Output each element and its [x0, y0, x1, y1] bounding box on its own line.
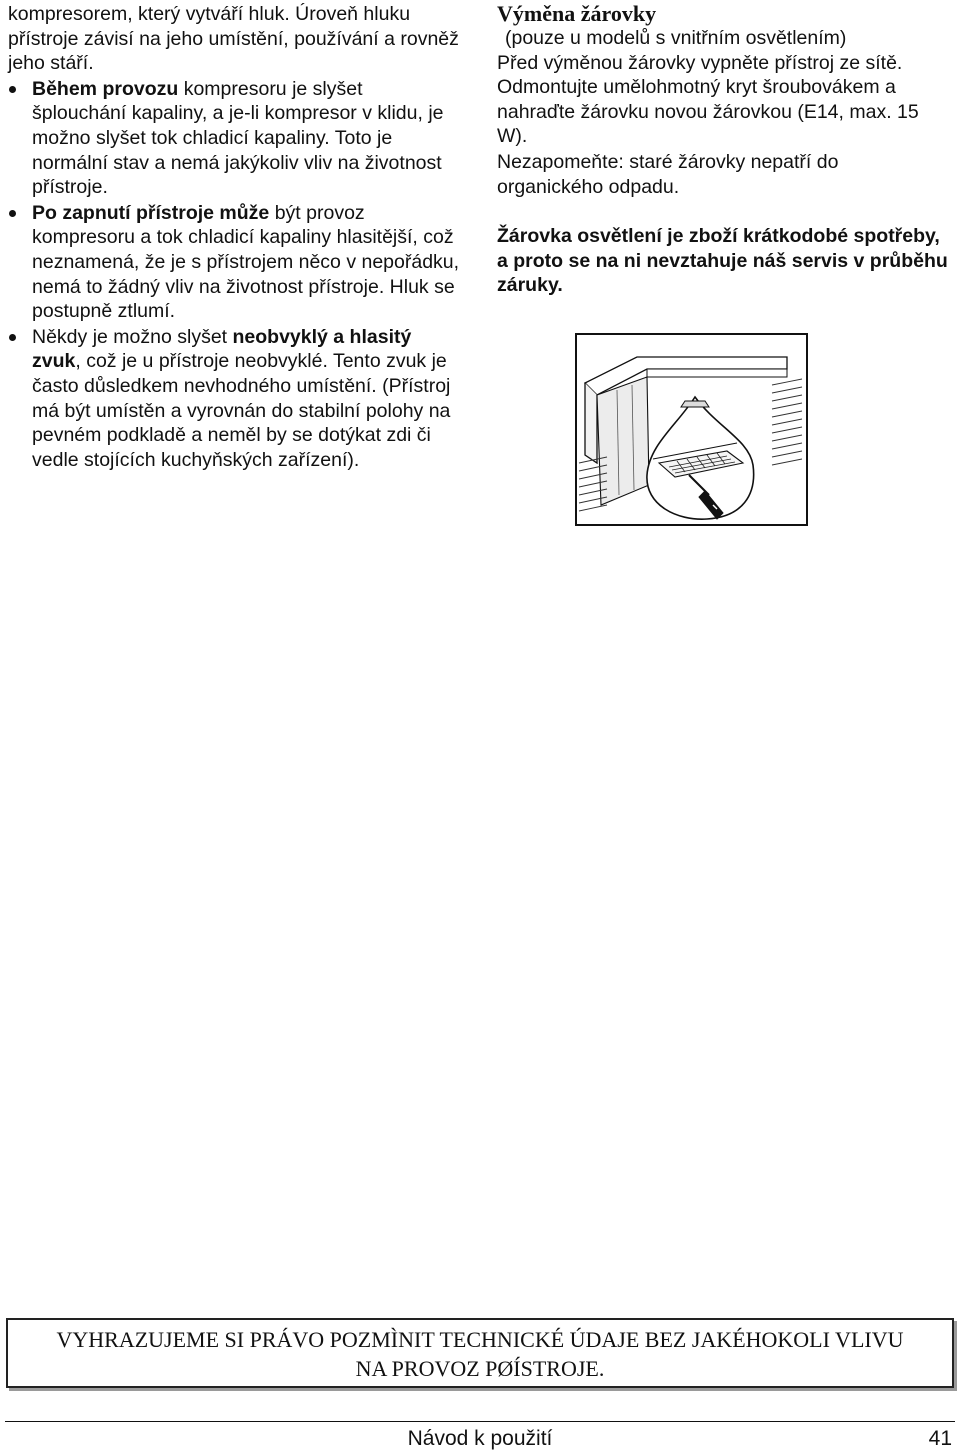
noise-bullet-list — [8, 77, 460, 473]
bulb-replacement-illustration — [575, 333, 808, 526]
technical-changes-notice — [6, 1318, 954, 1388]
left-column — [8, 2, 460, 472]
note-paragraph: Nezapomeňte: staré žárovky nepatří do organického odpadu. — [497, 150, 839, 198]
bullet-text: , což je u přístroje neobvyklé. Tento zvuk je často důsledkem nevhodného umístění. (Přístroj má být umístěn a vyrovnán do stabilní polohy na pevném podkladě a neměl by se dotýkat zdi či vedle stojících kuchyňských zařízení). — [32, 350, 451, 471]
bullet-bold-text: neobvyklý a hlasitý zvuk — [32, 325, 412, 373]
instruction-paragraph: Před výměnou žárovky vypněte přístroj ze sítě. Odmontujte umělohmotný kryt šroubovákem a nahraďte žárovku novou žárovkou (E14, max. 15 W). — [497, 51, 919, 148]
notice-line-2: NA PROVOZ PØÍSTROJE. — [355, 1356, 605, 1381]
page-number: 41 — [928, 1427, 952, 1450]
bullet-text: být provoz kompresoru a tok chladicí kapaliny hlasitější, což neznamená, že je s přístrojem něco v nepořádku, nemá to žádný vliv na životnost přístroje. Hluk se postupně ztlumí. — [32, 201, 460, 323]
notice-line-1: VYHRAZUJEME SI PRÁVO POZMÌNIT TECHNICKÉ ÚDAJE BEZ JAKÉHOKOLI VLIVU — [56, 1327, 904, 1352]
intro-paragraph: kompresorem, který vytváří hluk. Úroveň hluku přístroje závisí na jeho umístění, používání a rovněž jeho stáří. — [8, 3, 459, 75]
warranty-warning: Žárovka osvětlení je zboží krátkodobé spotřeby, a proto se na ni nevztahuje náš servis v průběhu záruky. — [497, 225, 948, 297]
right-column — [497, 2, 949, 298]
bullet-bold-text: Během provozu — [32, 77, 179, 100]
bullet-bold-text: Po zapnutí přístroje může — [32, 201, 270, 224]
footer-title: Návod k použití — [407, 1427, 553, 1450]
section-heading: Výměna žárovky — [497, 1, 657, 26]
bullet-text: kompresoru je slyšet šplouchání kapaliny, a je-li kompresor v klidu, je možno slyšet tok chladicí kapaliny. Toto je normální stav a nemá jakýkoliv vliv na životnost přístroje. — [32, 77, 444, 199]
footer-divider — [5, 1421, 955, 1422]
list-item — [8, 325, 460, 473]
list-item — [8, 77, 460, 200]
section-subheading: (pouze u modelů s vnitřním osvětlením) — [505, 27, 847, 49]
list-item — [8, 201, 460, 324]
bullet-text: Někdy je možno slyšet — [32, 325, 233, 348]
